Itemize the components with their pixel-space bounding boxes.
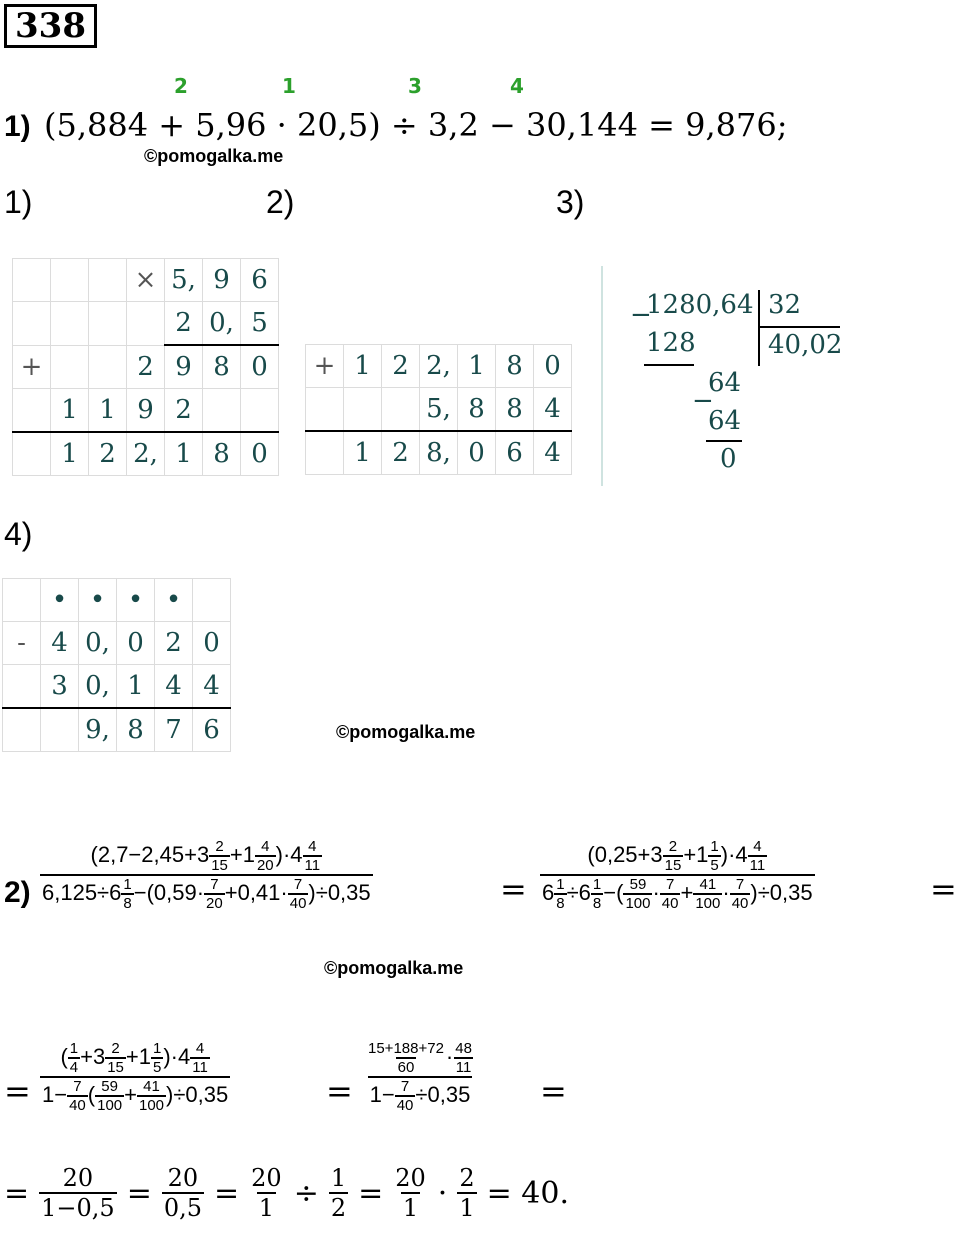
- problem-number: 338: [4, 4, 97, 48]
- den: 1: [258, 1194, 275, 1222]
- remainder: 0: [720, 444, 737, 474]
- grid-cell: 8: [496, 345, 534, 388]
- step-number: 2: [174, 74, 188, 98]
- num: 59: [629, 876, 647, 893]
- grid-cell: 9: [203, 259, 241, 302]
- num: 7: [400, 1078, 410, 1095]
- grid-cell: 8,: [420, 431, 458, 475]
- num: 41: [143, 1078, 160, 1095]
- den: 2: [330, 1194, 347, 1222]
- num: 2: [215, 838, 224, 855]
- num: 7: [735, 876, 745, 893]
- grid-cell: 8: [203, 345, 241, 389]
- num: 1: [330, 1164, 347, 1192]
- text: ÷6: [566, 879, 591, 905]
- addition-grid: [305, 344, 572, 475]
- num: 59: [101, 1078, 118, 1095]
- grid-cell: 1: [458, 345, 496, 388]
- divider-line: [601, 266, 603, 486]
- den: 15: [664, 857, 682, 874]
- num: 20: [167, 1164, 199, 1192]
- sub-label: 2): [266, 184, 295, 220]
- denominator: [40, 874, 373, 912]
- long-division: [630, 290, 870, 480]
- den: 4: [69, 1059, 79, 1076]
- den: 11: [749, 857, 766, 874]
- grid-cell: 2: [127, 345, 165, 389]
- text: ÷0,35: [415, 1081, 471, 1107]
- num: 20: [395, 1164, 426, 1192]
- text: −(: [603, 879, 624, 905]
- watermark: ©pomogalka.me: [144, 146, 284, 166]
- num: 7: [665, 876, 675, 893]
- grid-cell: 0: [241, 432, 279, 476]
- step-number: 1: [282, 74, 296, 98]
- den: 11: [455, 1059, 472, 1076]
- grid-cell: 5,: [420, 388, 458, 432]
- equals-sign: =: [4, 1072, 31, 1110]
- underline: [644, 364, 694, 366]
- final-line: = $\frac{20}{1-0,5}$ = $\frac{20}{0,5}$ = $\frac{20}{1}$ ÷ $\frac{1}{2}$ = $\frac{20}{1}$ · $\frac{2}{1}$ = 40.: [4, 1164, 570, 1222]
- grid-cell: 7: [155, 708, 193, 752]
- grid-cell: 4: [155, 665, 193, 709]
- text: +1: [683, 841, 709, 867]
- subtrahend: 128: [646, 328, 696, 358]
- num: 2: [459, 1164, 475, 1192]
- grid-cell: 0,: [79, 622, 117, 665]
- text: 6,125÷6: [42, 879, 122, 905]
- text: ·: [652, 879, 660, 905]
- grid-cell: •: [155, 579, 193, 622]
- sub-label: 4): [4, 516, 33, 552]
- text: +: [680, 879, 694, 905]
- grid-cell: 1: [344, 431, 382, 475]
- text: )÷0,35: [166, 1081, 229, 1107]
- text: 1−: [369, 1081, 395, 1107]
- grid-cell: [127, 302, 165, 346]
- den: 1: [459, 1194, 475, 1222]
- grid-cell: -: [3, 622, 41, 665]
- grid-cell: 8: [117, 708, 155, 752]
- grid-cell: [3, 579, 41, 622]
- grid-cell: 5,: [165, 259, 203, 302]
- grid-cell: [382, 388, 420, 432]
- text: ·: [722, 879, 730, 905]
- grid-cell: 0,: [203, 302, 241, 346]
- grid-cell: 2: [165, 389, 203, 433]
- denominator: [368, 1076, 473, 1114]
- den: 5: [152, 1059, 162, 1076]
- quotient: 40,02: [768, 330, 843, 360]
- step-number: 4: [510, 74, 524, 98]
- equals-sign: =: [500, 870, 527, 908]
- text: 1−: [42, 1081, 68, 1107]
- denominator: [540, 874, 815, 912]
- watermark: ©pomogalka.me: [324, 958, 464, 978]
- grid-cell: •: [117, 579, 155, 622]
- result: = 40.: [486, 1175, 570, 1211]
- equals-sign: =: [930, 870, 957, 908]
- fraction: [364, 1040, 476, 1114]
- grid-cell: 5: [241, 302, 279, 346]
- num: 1: [710, 838, 719, 855]
- numerator: [364, 1040, 476, 1076]
- grid-cell: 9: [127, 389, 165, 433]
- num: 7: [210, 876, 219, 893]
- subtrahend: 64: [708, 406, 742, 436]
- text: )÷0,35: [750, 879, 813, 905]
- den: 15: [107, 1059, 124, 1076]
- sub-label: 3): [556, 184, 585, 220]
- num: 41: [699, 876, 717, 893]
- num: 4: [308, 838, 317, 855]
- grid-cell: [344, 388, 382, 432]
- den: 40: [69, 1097, 86, 1114]
- den: 40: [289, 895, 307, 912]
- grid-cell: [51, 302, 89, 346]
- den: 40: [396, 1097, 414, 1114]
- grid-cell: •: [41, 579, 79, 622]
- part1-expression: (5,884 + 5,96 · 20,5) ÷ 3,2 − 30,144 = 9,876;: [44, 106, 788, 144]
- grid-cell: 0,: [79, 665, 117, 709]
- grid-cell: 9: [165, 345, 203, 389]
- num: 1: [123, 876, 132, 893]
- grid-cell: [13, 302, 51, 346]
- grid-cell: 0: [534, 345, 572, 388]
- grid-cell: 1: [51, 432, 89, 476]
- den: 60: [397, 1059, 415, 1076]
- part1-label: 1): [4, 110, 31, 143]
- grid-cell: [89, 302, 127, 346]
- num: 2: [111, 1040, 120, 1057]
- grid-cell: 0: [458, 431, 496, 475]
- quotient-line: [758, 326, 840, 328]
- numerator: [58, 1040, 211, 1076]
- grid-cell: •: [79, 579, 117, 622]
- equals-sign: =: [540, 1072, 567, 1110]
- num: 4: [753, 838, 762, 855]
- den: 100: [625, 895, 651, 912]
- numerator: [585, 838, 769, 874]
- grid-cell: 1: [89, 389, 127, 433]
- grid-cell: [13, 432, 51, 476]
- num: 1: [592, 876, 602, 893]
- watermark: ©pomogalka.me: [336, 722, 476, 742]
- den: 100: [139, 1097, 165, 1114]
- grid-cell: [41, 708, 79, 752]
- num: 48: [455, 1040, 472, 1057]
- grid-cell: 1: [165, 432, 203, 476]
- grid-cell: 0: [241, 345, 279, 389]
- grid-cell: [306, 388, 344, 432]
- num: 1: [152, 1040, 162, 1057]
- text: ·: [445, 1043, 454, 1069]
- grid-cell: 4: [193, 665, 231, 709]
- grid-cell: 2: [165, 302, 203, 346]
- den: 20: [206, 895, 223, 912]
- text: (: [87, 1081, 96, 1107]
- grid-cell: [193, 579, 231, 622]
- denominator: [40, 1076, 230, 1114]
- text: +1: [229, 841, 255, 867]
- den: 8: [592, 895, 602, 912]
- grid-cell: [13, 389, 51, 433]
- numerator: [89, 838, 325, 874]
- grid-cell: +: [13, 345, 51, 389]
- grid-cell: 2,: [127, 432, 165, 476]
- grid-cell: 6: [241, 259, 279, 302]
- equals-sign: =: [326, 1072, 353, 1110]
- grid-cell: [3, 665, 41, 709]
- fraction: [40, 838, 373, 912]
- num: 4: [261, 838, 270, 855]
- text: )·4: [163, 1043, 191, 1069]
- num: 7: [293, 876, 303, 893]
- part2-label: 2): [4, 876, 31, 909]
- grid-cell: 2: [382, 431, 420, 475]
- text: )·4: [720, 841, 748, 867]
- grid-cell: 1: [51, 389, 89, 433]
- division-bar: [758, 290, 760, 366]
- grid-cell: [51, 259, 89, 302]
- text: (: [60, 1043, 68, 1069]
- text: )÷0,35: [308, 879, 371, 905]
- grid-cell: 4: [534, 431, 572, 475]
- den: 20: [256, 857, 274, 874]
- multiplication-grid: [12, 258, 279, 476]
- grid-cell: 2: [89, 432, 127, 476]
- grid-cell: 8: [458, 388, 496, 432]
- grid-cell: [89, 259, 127, 302]
- den: 8: [556, 895, 565, 912]
- grid-cell: 6: [496, 431, 534, 475]
- divisor: 32: [768, 290, 802, 320]
- grid-cell: 2,: [420, 345, 458, 388]
- remainder: 64: [708, 368, 742, 398]
- grid-cell: ×: [127, 259, 165, 302]
- den: 11: [304, 857, 321, 874]
- grid-cell: [241, 389, 279, 433]
- minus-sign: −: [692, 386, 714, 416]
- den: 11: [192, 1059, 208, 1076]
- fraction: [40, 1040, 230, 1114]
- fraction: [540, 838, 815, 912]
- grid-cell: 1: [117, 665, 155, 709]
- subtraction-grid: [2, 578, 231, 752]
- text: 6: [542, 879, 555, 905]
- grid-cell: 8: [496, 388, 534, 432]
- grid-cell: 3: [41, 665, 79, 709]
- den: 15: [211, 857, 228, 874]
- text: +0,41·: [224, 879, 288, 905]
- grid-cell: 1: [344, 345, 382, 388]
- num: 7: [73, 1078, 82, 1095]
- den: 40: [731, 895, 749, 912]
- den: 1: [402, 1194, 419, 1222]
- den: 0,5: [163, 1194, 202, 1222]
- grid-cell: [13, 259, 51, 302]
- grid-cell: 4: [534, 388, 572, 432]
- grid-cell: 8: [203, 432, 241, 476]
- grid-cell: 2: [382, 345, 420, 388]
- grid-cell: 9,: [79, 708, 117, 752]
- step-number: 3: [408, 74, 422, 98]
- text: +3: [80, 1043, 106, 1069]
- den: 100: [97, 1097, 123, 1114]
- den: 40: [661, 895, 679, 912]
- text: +: [124, 1081, 137, 1107]
- grid-cell: [51, 345, 89, 389]
- num: 1: [556, 876, 565, 893]
- grid-cell: 2: [155, 622, 193, 665]
- operator: ·: [437, 1175, 448, 1211]
- grid-cell: [3, 708, 41, 752]
- operator: ÷: [293, 1175, 319, 1211]
- underline: [706, 440, 742, 442]
- num: 20: [251, 1164, 282, 1192]
- num: 4: [195, 1040, 205, 1057]
- grid-cell: 4: [41, 622, 79, 665]
- grid-cell: +: [306, 345, 344, 388]
- text: −(0,59·: [133, 879, 205, 905]
- num: 2: [668, 838, 678, 855]
- text: (0,25+3: [587, 841, 663, 867]
- num: 15+188+72: [368, 1040, 444, 1057]
- num: 1: [69, 1040, 79, 1057]
- den: 1−0,5: [41, 1194, 115, 1222]
- grid-cell: 0: [117, 622, 155, 665]
- grid-cell: 6: [193, 708, 231, 752]
- grid-cell: [89, 345, 127, 389]
- grid-cell: 0: [193, 622, 231, 665]
- text: )·4: [275, 841, 303, 867]
- num: 20: [62, 1164, 94, 1192]
- text: (2,7−2,45+3: [90, 841, 210, 867]
- grid-cell: [203, 389, 241, 433]
- grid-cell: [306, 431, 344, 475]
- den: 5: [710, 857, 719, 874]
- text: +1: [125, 1043, 151, 1069]
- sub-label: 1): [4, 184, 33, 220]
- dividend: 1280,64: [646, 290, 754, 320]
- den: 8: [123, 895, 132, 912]
- minus-sign: −: [630, 300, 652, 330]
- den: 100: [695, 895, 721, 912]
